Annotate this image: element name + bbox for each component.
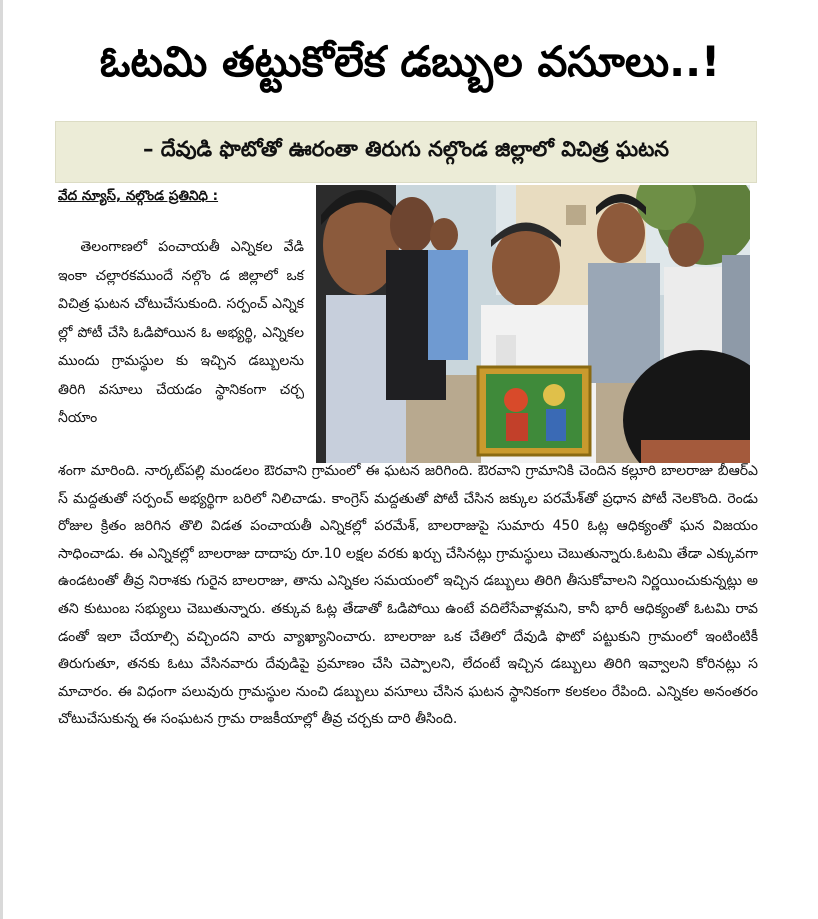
byline: వేద న్యూస్, నల్గొండ ప్రతినిధి : <box>58 188 219 204</box>
lead-paragraph: తెలంగాణలో పంచాయతీ ఎన్నికల వేడి ఇంకా చల్లారకముందే నల్గొం డ జిల్లాలో ఒక విచిత్ర ఘటన చోటుచేసుకుంది. సర్పంచ్ ఎన్నికల్లో పోటీ చేసి ఓడిపోయిన ఓ అభ్యర్థి, ఎన్నికల ముందు గ్రామస్థుల కు ఇచ్చిన డబ్బులను తిరిగి వసూలు చేయడం స్థానికంగా చర్చనీయాం <box>58 239 304 426</box>
subheadline: – దేవుడి ఫొటోతో ఊరంతా తిరుగు నల్గొండ జిల్లాలో విచిత్ర ఘటన <box>142 137 670 161</box>
body-paragraph: శంగా మారింది. నార్కట్‌పల్లి మండలం ఔరవాని గ్రామంలో ఈ ఘటన జరిగింది. ఔరవాని గ్రామానికి చెందిన కల్లూరి బాలరాజు బీఆర్ఎస్ మద్దతుతో సర్పంచ్ అభ్యర్థిగా బరిలో నిలిచాడు. కాంగ్రెస్ మద్దతుతో పోటీ చేసిన జక్కుల పరమేశ్‌తో ప్రధాన పోటీ నెలకొంది. రెండు రోజుల క్రితం జరిగిన తొలి విడత పంచాయతీ ఎన్నికల్లో పరమేశ్, బాలరాజుపై సుమారు 450 ఓట్ల ఆధిక్యంతో ఘన విజయం సాధించాడు. ఈ ఎన్నికల్లో బాలరాజు దాదాపు రూ.10 లక్షల వరకు ఖర్చు చేసినట్లు గ్రామస్థులు చెబుతున్నారు.ఓటమి తేడా ఎక్కువగా ఉండటంతో తీవ్ర నిరాశకు గురైన బాలరాజు, తాను ఎన్నికల సమయంలో ఇచ్చిన డబ్బులు తిరిగి తీసుకోవాలని నిర్ణయించుకున్నట్లు అతని కుటుంబ సభ్యులు చెబుతున్నారు. తక్కువ ఓట్ల తేడాతో ఓడిపోయి ఉంటే వదిలేసేవాళ్లమని, కానీ భారీ ఆధిక్యంతో ఓటమి రావడంతో ఇలా చేయాల్సి వచ్చిందని వారు వ్యాఖ్యానించారు. బాలరాజు ఒక చేతిలో దేవుడి ఫొటో పట్టుకుని గ్రామంలో ఇంటింటికీ తిరుగుతూ, తనకు ఓటు వేసినవారు దేవుడిపై ప్రమాణం చేసి చెప్పాలని, లేదంటే ఇచ్చిన డబ్బులు తిరిగి ఇవ్వాలని కోరినట్లు సమాచారం. ఈ విధంగా పలువురు గ్రామస్థుల నుంచి డబ్బులు వసూలు చేసిన ఘటన స్థానికంగా కలకలం రేపింది. ఎన్నికల అనంతరం చోటుచేసుకున్న ఈ సంఘటన గ్రామ రాజకీయాల్లో తీవ్ర చర్చకు దారి తీసింది. <box>58 463 758 728</box>
page-left-border <box>0 0 3 919</box>
news-photo <box>316 185 750 463</box>
headline: ఓటమి తట్టుకోలేక డబ్బుల వసూలు..! <box>99 37 721 86</box>
news-photo-illustration <box>316 185 750 463</box>
subheadline-box <box>55 121 757 183</box>
